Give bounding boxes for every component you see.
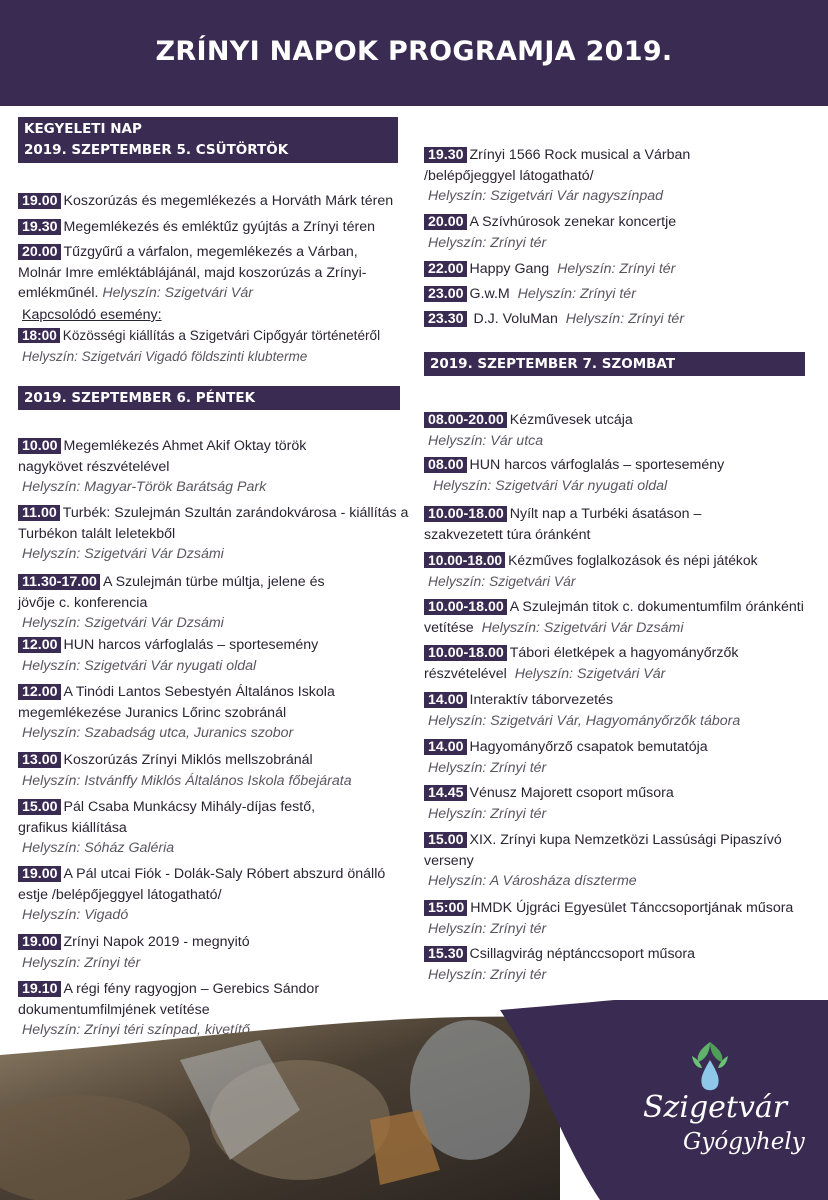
event-location: Helyszín: Sóház Galéria: [22, 840, 175, 856]
event-item: [424, 504, 754, 545]
event-text: Koszorúzás Zrínyi Miklós mellszobránál: [63, 752, 313, 768]
event-text: Tűzgyűrű a várfalon, megemlékezés a Várban, Molnár Imre emléktáblájánál, majd koszorúzás a Zrínyi-emlékműnél.: [18, 244, 367, 301]
city-logo: [643, 1090, 813, 1157]
event-item: [424, 690, 819, 731]
event-text: A Szívhúrosok zenekar koncertje: [469, 214, 677, 230]
event-time: 10.00-18.00: [424, 552, 505, 568]
event-time: 12.00: [18, 684, 61, 700]
event-text: Koszorúzás és megemlékezés a Horváth Márk téren: [63, 193, 394, 209]
day-header-line2: 2019. SZEPTEMBER 5. CSÜTÖRTÖK: [24, 142, 289, 158]
event-location: Helyszín: Zrínyi téri színpad, kivetítő: [22, 1022, 250, 1038]
event-text: Megemlékezés Ahmet Akif Oktay török nagykövet részvételével: [18, 438, 307, 475]
event-item: [424, 550, 819, 591]
event-time: 10.00: [18, 438, 61, 454]
event-location: Helyszín: Szigetvári Vár nagyszínpad: [428, 188, 663, 204]
header-banner: [0, 0, 828, 106]
day-header-saturday: [424, 352, 805, 376]
event-item: [18, 864, 398, 926]
event-location: Helyszín: Zrínyi tér: [22, 954, 141, 971]
event-time: 10.00-18.00: [424, 599, 507, 615]
event-time: 10.00-18.00: [424, 645, 507, 661]
event-item: [424, 898, 819, 939]
event-time: 20.00: [18, 244, 61, 260]
event-location: Helyszín: Zrínyi tér: [428, 234, 547, 251]
event-item: [424, 284, 819, 305]
day-header-line1: KEGYELETI NAP: [24, 121, 142, 137]
event-time: 11.30-17.00: [18, 574, 100, 590]
event-time: 19.00: [18, 934, 61, 950]
event-location: Helyszín: Szigetvári Vár: [102, 285, 253, 301]
event-text: Zrínyi 1566 Rock musical a Várban /belépőjeggyel látogatható/: [424, 147, 691, 184]
event-location: Helyszín: A Városháza díszterme: [428, 873, 637, 889]
event-location: Helyszín: Szigetvári Vár, Hagyományőrzők tábora: [428, 712, 741, 729]
event-location: Helyszín: Szigetvári Vár: [514, 665, 666, 682]
event-item: [424, 737, 819, 778]
page-title: ZRÍNYI NAPOK PROGRAMJA 2019.: [155, 36, 673, 67]
event-location: Helyszín: Szigetvári Vár Dzsámi: [22, 615, 224, 631]
event-time: 15.00: [18, 799, 61, 815]
event-text: HMDK Újgráci Egyesület Tánccsoportjának műsora: [470, 900, 794, 916]
event-text: HUN harcos várfoglalás – sportesemény: [469, 457, 725, 473]
leaf-drop-logo-icon: [688, 1038, 732, 1096]
event-time: 15:00: [424, 900, 467, 916]
event-text: A Szulejmán türbe múltja, jelene és jövője c. konferencia: [18, 574, 325, 611]
event-item: [18, 436, 363, 498]
event-item: [424, 783, 819, 824]
event-location: Helyszín: Vár utca: [428, 432, 544, 449]
event-text: G.w.M: [469, 286, 510, 302]
event-text: Nyílt nap a Turbéki ásatáson – szakvezetett túra óránként: [424, 506, 702, 543]
event-item: [424, 309, 819, 330]
event-time: 15.30: [424, 946, 467, 962]
event-time: 12.00: [18, 637, 61, 653]
event-time: 19.30: [424, 147, 467, 163]
event-item: [18, 242, 403, 304]
event-time: 19.00: [18, 866, 61, 882]
event-time: 19.30: [18, 219, 61, 235]
event-item: [424, 212, 819, 253]
event-time: 19.10: [18, 981, 61, 997]
event-item: [18, 797, 363, 859]
event-item: [424, 643, 799, 684]
event-text: Csillagvirág néptánccsoport műsora: [469, 946, 696, 962]
event-item: [18, 217, 410, 238]
event-text: Pál Csaba Munkácsy Mihály-díjas festő, grafikus kiállítása: [18, 799, 316, 836]
event-item: [18, 635, 410, 676]
event-location: Helyszín: Szabadság utca, Juranics szobor: [22, 725, 294, 741]
related-event-text: Kapcsolódó esemény:: [22, 307, 162, 323]
day-header-friday: [18, 386, 400, 410]
event-location: Helyszín: Szigetvári Vár: [428, 572, 576, 589]
event-text: Tábori életképek a hagyományőrzők részvételével: [424, 645, 739, 682]
event-time: 18:00: [18, 328, 60, 343]
event-location: Helyszín: Szigetvári Vár nyugati oldal: [433, 477, 668, 494]
day-header-text: 2019. SZEPTEMBER 7. SZOMBAT: [430, 356, 676, 372]
event-text: Interaktív táborvezetés: [469, 692, 614, 708]
event-time: 14.45: [424, 785, 467, 801]
logo-line1: Szigetvár: [643, 1090, 788, 1125]
event-location: Helyszín: Zrínyi tér: [517, 286, 636, 302]
event-item: [18, 932, 410, 973]
related-event-label: [18, 305, 410, 326]
event-time: 08.00: [424, 457, 467, 473]
event-text: Zrínyi Napok 2019 - megnyitó: [63, 934, 250, 950]
event-text: Kézműves foglalkozások és népi játékok: [508, 552, 758, 568]
event-text: Happy Gang: [469, 261, 550, 277]
event-location: Helyszín: Zrínyi tér: [557, 261, 676, 277]
event-text: XIX. Zrínyi kupa Nemzetközi Lassúsági Pipaszívó verseny: [424, 832, 782, 869]
event-text: A Pál utcai Fiók - Dolák-Saly Róbert abszurd önálló estje /belépőjeggyel látogatható/: [18, 866, 386, 903]
event-time: 20.00: [424, 214, 467, 230]
event-time: 08.00-20.00: [424, 412, 507, 428]
event-text: Hagyományőrző csapatok bemutatója: [469, 739, 708, 755]
event-text: A régi fény ragyogjon – Gerebics Sándor dokumentumfilmjének vetítése: [18, 981, 320, 1018]
event-item: [18, 750, 410, 791]
event-time: 23.30: [424, 311, 467, 327]
event-item: [424, 455, 819, 496]
event-text: HUN harcos várfoglalás – sportesemény: [63, 637, 319, 653]
event-location: Helyszín: Zrínyi tér: [428, 966, 547, 983]
event-item: [424, 597, 804, 638]
event-location: Helyszín: Szigetvári Vigadó földszinti klubterme: [22, 348, 308, 364]
event-text: A Szulejmán titok c. dokumentumfilm óránkénti vetítése: [424, 599, 804, 636]
event-time: 14.00: [424, 692, 467, 708]
event-item: [18, 503, 410, 565]
event-location: Helyszín: Vigadó: [22, 907, 129, 923]
event-item: [18, 191, 410, 212]
event-location: Helyszín: Magyar-Török Barátság Park: [22, 479, 267, 495]
event-text: Turbék: Szulejmán Szultán zarándokvárosa - kiállítás a Turbékon talált leletekből: [18, 505, 409, 542]
event-text: D.J. VoluMan: [469, 311, 558, 327]
event-item: [424, 145, 734, 207]
event-text: Megemlékezés és emléktűz gyújtás a Zrínyi téren: [63, 219, 375, 235]
event-location: Helyszín: Zrínyi tér: [565, 311, 685, 327]
event-text: Vénusz Majorett csoport műsora: [469, 785, 674, 801]
event-location: Helyszín: Szigetvári Vár Dzsámi: [22, 546, 224, 562]
event-time: 13.00: [18, 752, 61, 768]
event-time: 22.00: [424, 261, 467, 277]
event-time: 19.00: [18, 193, 61, 209]
event-location: Helyszín: Zrínyi tér: [428, 805, 547, 822]
event-location: Helyszín: Szigetvári Vár Dzsámi: [481, 619, 684, 636]
event-location: Helyszín: Szigetvári Vár nyugati oldal: [22, 657, 257, 674]
event-item: [424, 944, 819, 985]
event-item: [18, 326, 410, 367]
event-location: Helyszín: Istvánffy Miklós Általános Iskola főbejárata: [22, 772, 352, 789]
event-time: 10.00-18.00: [424, 506, 507, 522]
event-item: [424, 259, 819, 280]
day-header-thursday: [18, 117, 398, 163]
event-item: [424, 410, 819, 451]
event-time: 15.00: [424, 832, 467, 848]
event-time: 14.00: [424, 739, 467, 755]
event-text: A Tinódi Lantos Sebestyén Általános Iskola megemlékezése Juranics Lőrinc szobránál: [18, 684, 335, 721]
event-item: [18, 682, 388, 744]
logo-line2: Gyógyhely: [683, 1129, 805, 1155]
event-time: 23.00: [424, 286, 467, 302]
event-item: [424, 830, 819, 892]
event-location: Helyszín: Zrínyi tér: [428, 759, 547, 776]
day-header-text: 2019. SZEPTEMBER 6. PÉNTEK: [24, 390, 256, 406]
event-time: 11.00: [18, 505, 60, 521]
event-text: Kézművesek utcája: [509, 412, 633, 428]
event-text: Közösségi kiállítás a Szigetvári Cipőgyár történetéről: [62, 328, 381, 343]
event-item: [18, 572, 363, 634]
event-location: Helyszín: Zrínyi tér: [428, 920, 547, 937]
